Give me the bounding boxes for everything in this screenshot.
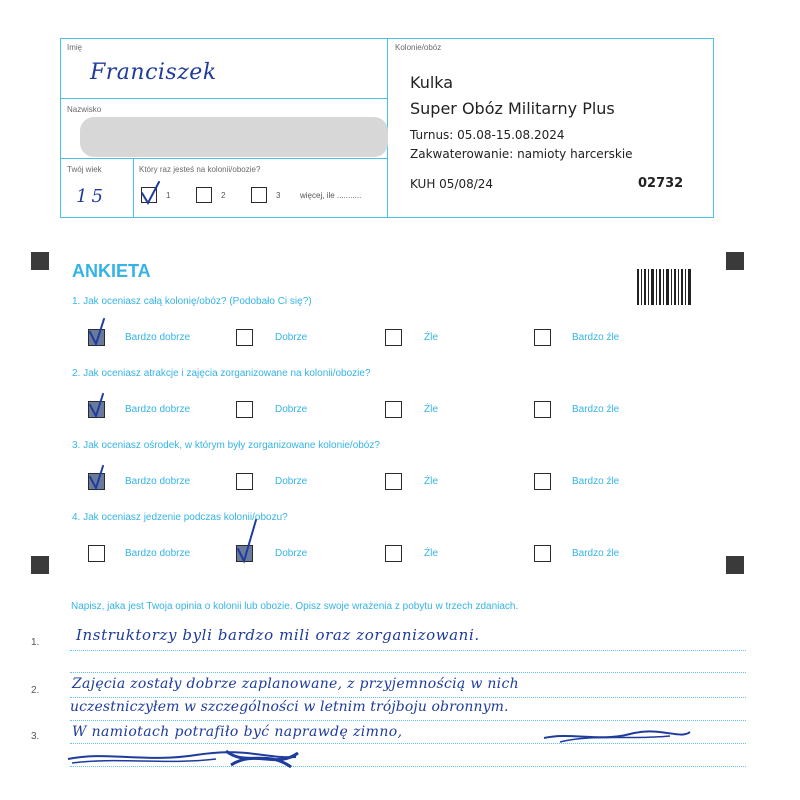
answer-line bbox=[70, 697, 746, 698]
q3-option-bardzo-zle: Bardzo źle bbox=[572, 476, 620, 487]
line-number-1: 1. bbox=[31, 637, 40, 648]
q2-checkbox-zle[interactable] bbox=[385, 401, 402, 418]
q2-option-bardzo-dobrze: Bardzo dobrze bbox=[125, 404, 191, 415]
question-2-text: 2. Jak oceniasz atrakcje i zajęcia zorganizowane na kolonii/obozie? bbox=[72, 368, 371, 379]
visit-checkbox-3[interactable] bbox=[251, 187, 267, 203]
alignment-marker bbox=[31, 252, 49, 270]
answer-line bbox=[70, 650, 746, 651]
alignment-marker bbox=[31, 556, 49, 574]
camp-name: Kulka bbox=[410, 73, 454, 92]
alignment-marker bbox=[726, 556, 744, 574]
visit-option-1: 1 bbox=[166, 191, 171, 200]
answer-sentence-2a[interactable]: Zajęcia zostały dobrze zaplanowane, z przyjemnością w nich bbox=[72, 676, 519, 692]
line-number-3: 3. bbox=[31, 731, 40, 742]
q3-option-zle: Źle bbox=[424, 476, 438, 487]
q4-option-zle: Źle bbox=[424, 548, 438, 559]
visit-option-3: 3 bbox=[276, 191, 281, 200]
line-number-2: 2. bbox=[31, 685, 40, 696]
checkmark-icon bbox=[86, 464, 110, 492]
answer-line bbox=[70, 672, 746, 673]
surname-redacted bbox=[80, 117, 388, 157]
q1-option-bardzo-dobrze: Bardzo dobrze bbox=[125, 332, 191, 343]
survey-title: ANKIETA bbox=[72, 261, 151, 281]
question-4-text: 4. Jak oceniasz jedzenie podczas kolonii/obozu? bbox=[72, 512, 288, 523]
camp-turnus: Turnus: 05.08-15.08.2024 bbox=[410, 128, 565, 142]
camp-code: KUH 05/08/24 bbox=[410, 177, 494, 191]
visit-option-2: 2 bbox=[221, 191, 226, 200]
q1-option-zle: Źle bbox=[424, 332, 438, 343]
answer-sentence-2b[interactable]: uczestniczyłem w szczególności w letnim trójboju obronnym. bbox=[70, 699, 509, 715]
surname-label: Nazwisko bbox=[67, 105, 102, 114]
answer-sentence-1[interactable]: Instruktorzy byli bardzo mili oraz zorganizowani. bbox=[76, 626, 480, 644]
q1-option-dobrze: Dobrze bbox=[275, 332, 308, 343]
visit-label: Który raz jesteś na kolonii/obozie? bbox=[139, 165, 261, 174]
q4-checkbox-zle[interactable] bbox=[385, 545, 402, 562]
answer-line bbox=[70, 720, 746, 721]
camp-label: Kolonie/obóz bbox=[395, 43, 442, 52]
q2-checkbox-dobrze[interactable] bbox=[236, 401, 253, 418]
name-value[interactable]: Franciszek bbox=[90, 60, 217, 85]
q4-option-bardzo-zle: Bardzo źle bbox=[572, 548, 620, 559]
answer-sentence-3[interactable]: W namiotach potrafiło być naprawdę zimno, bbox=[72, 724, 403, 740]
q1-checkbox-zle[interactable] bbox=[385, 329, 402, 346]
q2-option-dobrze: Dobrze bbox=[275, 404, 308, 415]
q4-checkbox-bardzo-dobrze[interactable] bbox=[88, 545, 105, 562]
visit-option-more: więcej, ile ........... bbox=[300, 191, 362, 200]
q1-option-bardzo-zle: Bardzo źle bbox=[572, 332, 620, 343]
q3-checkbox-dobrze[interactable] bbox=[236, 473, 253, 490]
alignment-marker bbox=[726, 252, 744, 270]
form-number: 02732 bbox=[638, 176, 684, 191]
q2-option-bardzo-zle: Bardzo źle bbox=[572, 404, 620, 415]
question-1-text: 1. Jak oceniasz całą kolonię/obóz? (Podobało Ci się?) bbox=[72, 296, 312, 307]
q1-checkbox-bardzo-zle[interactable] bbox=[534, 329, 551, 346]
q4-checkbox-bardzo-zle[interactable] bbox=[534, 545, 551, 562]
opinion-prompt: Napisz, jaka jest Twoja opinia o kolonii lub obozie. Opisz swoje wrażenia z pobytu w trzech zdaniach. bbox=[71, 601, 519, 612]
checkmark-icon bbox=[86, 392, 110, 420]
scribble-strikeout bbox=[540, 724, 700, 753]
checkmark-icon bbox=[234, 519, 260, 565]
q4-option-bardzo-dobrze: Bardzo dobrze bbox=[125, 548, 191, 559]
name-label: Imię bbox=[67, 43, 83, 52]
question-3-text: 3. Jak oceniasz ośrodek, w którym były zorganizowane kolonie/obóz? bbox=[72, 440, 380, 451]
q3-option-dobrze: Dobrze bbox=[275, 476, 308, 487]
q3-checkbox-zle[interactable] bbox=[385, 473, 402, 490]
camp-accommodation: Zakwaterowanie: namioty harcerskie bbox=[410, 147, 633, 161]
scribble-strikeout bbox=[66, 745, 306, 780]
age-value[interactable]: 15 bbox=[76, 186, 107, 207]
checkmark-icon bbox=[139, 181, 163, 207]
q3-option-bardzo-dobrze: Bardzo dobrze bbox=[125, 476, 191, 487]
q2-option-zle: Źle bbox=[424, 404, 438, 415]
q2-checkbox-bardzo-zle[interactable] bbox=[534, 401, 551, 418]
age-label: Twój wiek bbox=[67, 165, 102, 174]
barcode-icon bbox=[637, 269, 692, 310]
camp-program: Super Obóz Militarny Plus bbox=[410, 99, 615, 118]
checkmark-icon bbox=[86, 318, 110, 348]
q1-checkbox-dobrze[interactable] bbox=[236, 329, 253, 346]
q4-option-dobrze: Dobrze bbox=[275, 548, 308, 559]
visit-checkbox-2[interactable] bbox=[196, 187, 212, 203]
q3-checkbox-bardzo-zle[interactable] bbox=[534, 473, 551, 490]
